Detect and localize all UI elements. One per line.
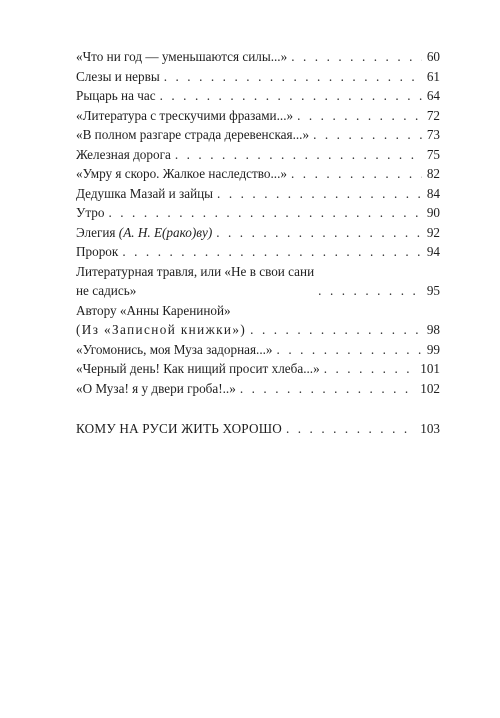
table-of-contents xyxy=(76,47,440,439)
leader-dots xyxy=(313,125,422,145)
toc-entry-title: «Умру я скоро. Жалкое наследство...» xyxy=(76,166,287,181)
leader-dots xyxy=(164,67,422,87)
toc-entry[interactable] xyxy=(76,223,440,243)
toc-entry-page: 73 xyxy=(426,127,440,142)
toc-entry-title xyxy=(76,262,314,301)
toc-entry-page: 101 xyxy=(420,361,440,376)
toc-entry[interactable] xyxy=(76,301,440,340)
leader-dots xyxy=(175,145,422,165)
leader-dots xyxy=(286,419,415,439)
section-spacer xyxy=(76,398,440,419)
toc-entry-page: 60 xyxy=(426,49,440,64)
toc-entry-title: «Угомонись, моя Муза задорная...» xyxy=(76,341,273,357)
toc-entry-page: 95 xyxy=(426,283,440,298)
toc-entry-page: 102 xyxy=(420,380,440,396)
leader-dots xyxy=(108,203,421,223)
toc-entry[interactable] xyxy=(76,106,440,126)
toc-entry-title: Рыцарь на час xyxy=(76,88,156,103)
toc-entry[interactable] xyxy=(76,86,440,106)
toc-entry-page: 82 xyxy=(426,166,440,181)
toc-entry-title: Железная дорога xyxy=(76,146,171,162)
toc-entry[interactable] xyxy=(76,242,440,262)
toc-entry[interactable] xyxy=(76,419,440,439)
toc-entry-title: Дедушка Мазай и зайцы xyxy=(76,185,214,201)
toc-entry[interactable] xyxy=(76,359,440,379)
toc-entry-title: «Литература с трескучими фразами...» xyxy=(76,107,294,123)
toc-entry-title xyxy=(76,301,246,340)
toc-entry[interactable] xyxy=(76,47,440,67)
toc-entry-title: «Черный день! Как нищий просит хлеба...» xyxy=(76,361,320,376)
leader-dots xyxy=(297,106,422,126)
toc-entry[interactable] xyxy=(76,379,440,399)
toc-entry-page: 72 xyxy=(426,107,440,123)
toc-entry-page: 84 xyxy=(426,185,440,201)
toc-entry-page: 64 xyxy=(426,88,440,103)
toc-entry[interactable] xyxy=(76,125,440,145)
toc-entry[interactable] xyxy=(76,67,440,87)
toc-entry-title: Слезы и нервы xyxy=(76,68,160,84)
toc-entry-title: Пророк xyxy=(76,244,119,259)
toc-entry-page: 75 xyxy=(426,146,440,162)
toc-entry-title: «Что ни год — уменьшаются силы...» xyxy=(76,49,288,64)
toc-entry-page: 99 xyxy=(426,341,440,357)
leader-dots xyxy=(291,47,422,67)
toc-entry[interactable] xyxy=(76,340,440,360)
toc-entry-title-line: (Из «Записной книжки») xyxy=(76,322,247,337)
toc-entry[interactable] xyxy=(76,145,440,165)
toc-entry-title: «О Муза! я у двери гроба!..» xyxy=(76,380,236,396)
toc-entry-page: 98 xyxy=(426,322,440,337)
leader-dots xyxy=(324,359,416,379)
toc-entry-page: 90 xyxy=(426,205,440,220)
toc-entry[interactable] xyxy=(76,203,440,223)
toc-entry-title: Утро xyxy=(76,205,105,220)
leader-dots xyxy=(216,223,422,243)
toc-entry-page: 92 xyxy=(426,224,440,240)
toc-entry-title-line: Литературная травля, или «Не в свои сани xyxy=(76,263,315,279)
toc-entry-title-line: Автору «Анны Карениной» xyxy=(76,302,231,318)
toc-entry-page: 103 xyxy=(420,421,440,436)
toc-entry-title-main: Элегия xyxy=(76,224,119,240)
toc-entry-page: 94 xyxy=(426,244,440,259)
leader-dots xyxy=(160,86,422,106)
toc-entry-page: 61 xyxy=(426,68,440,84)
leader-dots xyxy=(318,281,422,301)
leader-dots xyxy=(217,184,422,204)
toc-entry-title: КОМУ НА РУСИ ЖИТЬ ХОРОШО xyxy=(76,421,282,436)
leader-dots xyxy=(240,379,415,399)
leader-dots xyxy=(250,320,422,340)
toc-entry[interactable] xyxy=(76,262,440,301)
toc-entry[interactable] xyxy=(76,164,440,184)
toc-entry-title-italic: (А. Н. Е(рако)ву) xyxy=(118,224,213,240)
toc-entry-title: «В полном разгаре страда деревенская...» xyxy=(76,127,310,142)
toc-entry[interactable] xyxy=(76,184,440,204)
leader-dots xyxy=(277,340,422,360)
leader-dots xyxy=(291,164,422,184)
toc-entry-title-line: не садись» xyxy=(76,283,137,298)
toc-entry-title xyxy=(76,223,212,243)
leader-dots xyxy=(122,242,422,262)
